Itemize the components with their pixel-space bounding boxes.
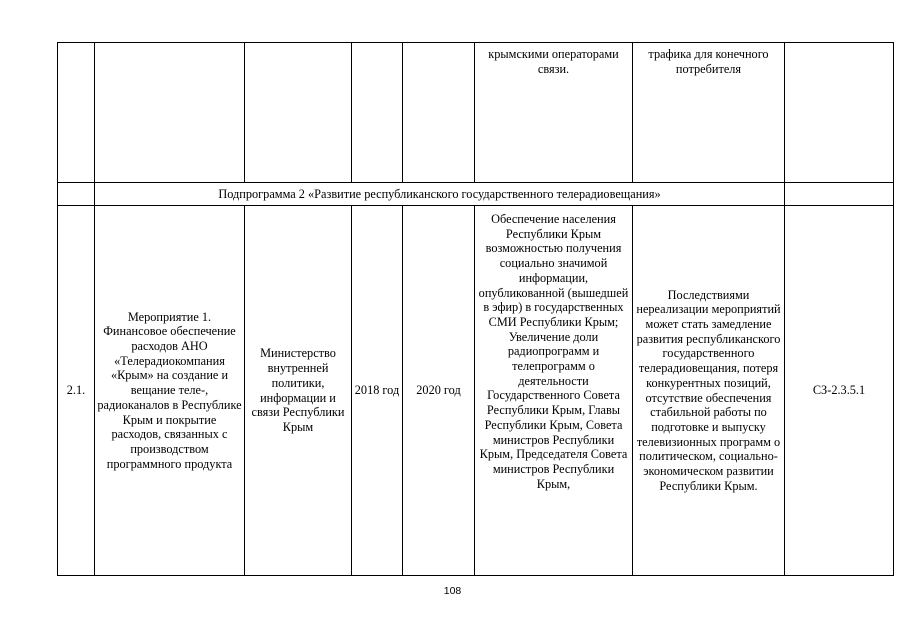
cell-empty — [352, 43, 403, 183]
subprogram-title: Подпрограмма 2 «Развитие республиканского государственного телерадиовещания» — [95, 183, 785, 206]
table-row-subprogram — [58, 183, 894, 206]
table-row-measure-2-1 — [58, 206, 894, 576]
cell-number: 2.1. — [58, 206, 95, 576]
cell-consequences-continuation: трафика для конечного потребителя — [633, 43, 785, 183]
cell-expected-result: Обеспечение населения Республики Крым возможностью получения социально значимой информации, опубликованной (вышедшей в эфир) в государственных СМИ Республики Крым; Увеличение доли радиопрограмм и телепрограмм о деятельности Государственного Совета Республики Крым, Главы Республики Крым, Совета министров Республики Крым, Председателя Совета министров Республики Крым, — [475, 206, 633, 576]
cell-empty — [245, 43, 352, 183]
cell-empty — [785, 43, 894, 183]
cell-result-continuation: крымскими операторами связи. — [475, 43, 633, 183]
cell-measure: Мероприятие 1. Финансовое обеспечение расходов АНО «Телерадиокомпания «Крым» на создание и вещание теле-, радиоканалов в Республике Крым и покрытие расходов, связанных с производством программного продукта — [95, 206, 245, 576]
page-number: 108 — [443, 585, 462, 597]
cell-end-year: 2020 год — [403, 206, 475, 576]
cell-start-year: 2018 год — [352, 206, 403, 576]
cell-empty — [58, 183, 95, 206]
table-row-continuation — [58, 43, 894, 183]
cell-empty — [785, 183, 894, 206]
cell-executor: Министерство внутренней политики, информации и связи Республики Крым — [245, 206, 352, 576]
program-measures-table — [57, 42, 894, 576]
cell-empty — [95, 43, 245, 183]
cell-indicator-code: СЗ-2.3.5.1 — [785, 206, 894, 576]
cell-consequences: Последствиями нереализации мероприятий может стать замедление развития республиканского государственного телерадиовещания, потеря конкурентных позиций, отсутствие обеспечения стабильной работы по подготовке и выпуску телевизионных программ о политическом, социально-экономическом развитии Республики Крым. — [633, 206, 785, 576]
cell-empty — [403, 43, 475, 183]
cell-empty — [58, 43, 95, 183]
